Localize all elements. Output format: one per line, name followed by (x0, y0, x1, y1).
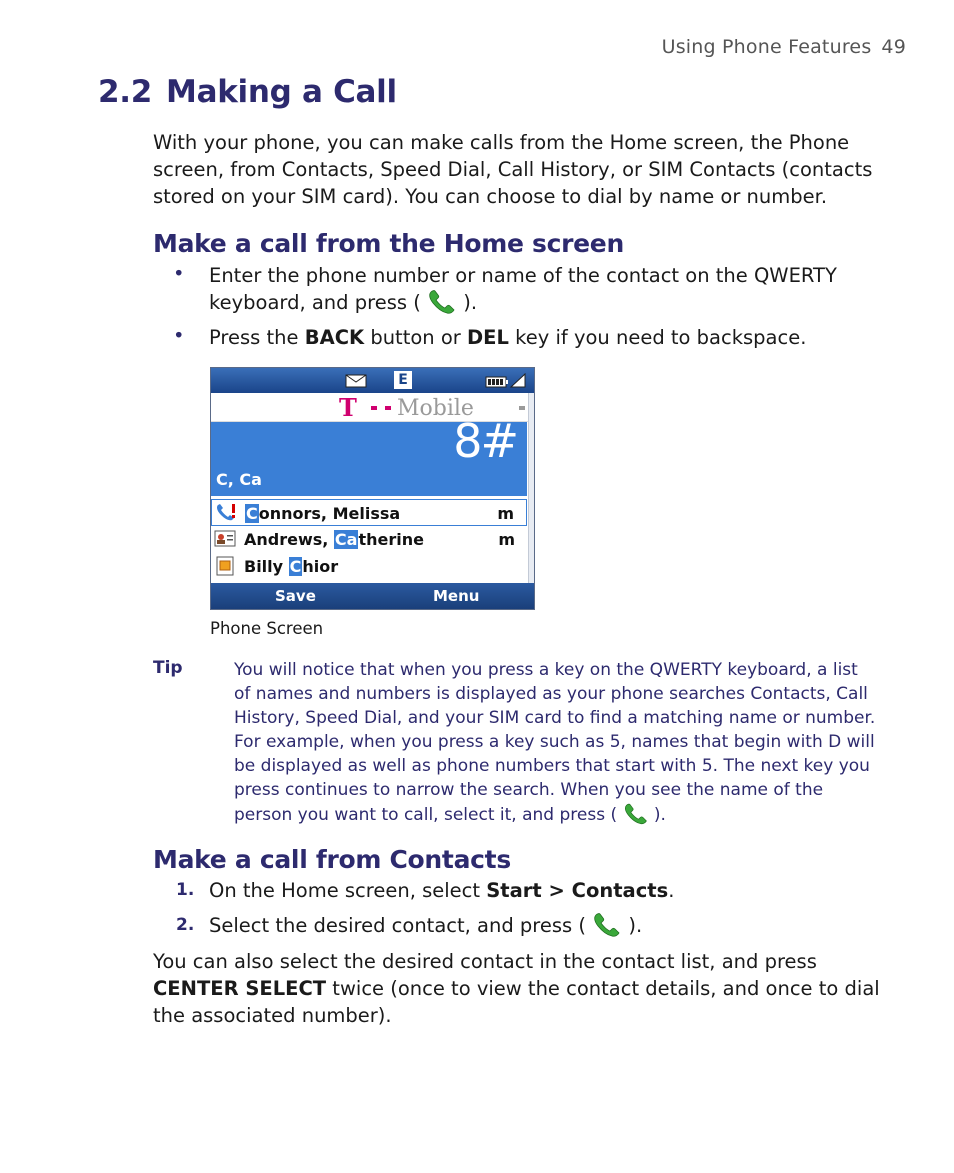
name-rest: therine (358, 530, 424, 549)
bullet-text: key if you need to backspace. (508, 326, 807, 349)
sim-contact-icon (214, 556, 236, 576)
page-number: 49 (881, 36, 906, 58)
page-header (662, 36, 906, 58)
edge-indicator: E (394, 371, 412, 389)
name-rest: onnors, Melissa (258, 504, 401, 523)
step-text: On the Home screen, select (209, 879, 487, 902)
number-type: m (498, 530, 515, 549)
message-icon (345, 374, 367, 388)
section-number: 2.2 (98, 74, 153, 110)
contact-name (244, 557, 338, 576)
bullet-text: Press the (209, 326, 305, 349)
tip-text (234, 658, 879, 827)
call-button-icon (427, 289, 457, 315)
outro-text: You can also select the desired contact in the contact list, and press (153, 950, 817, 973)
contacts-step-1 (209, 877, 849, 904)
home-screen-heading: Make a call from the Home screen (153, 229, 624, 258)
battery-signal-icon (485, 373, 529, 389)
softkey-save[interactable]: Save (275, 587, 316, 605)
tip-label: Tip (153, 658, 183, 678)
home-bullet-1 (209, 262, 849, 316)
contact-row[interactable] (211, 499, 527, 526)
figure-caption: Phone Screen (210, 619, 324, 638)
match-highlight: Ca (334, 530, 358, 549)
bullet-text-end: ). (463, 291, 478, 314)
dialed-digits: 8# (453, 414, 517, 468)
contact-name (244, 530, 424, 549)
step-number: 2. (176, 915, 195, 935)
bullet-text: button or (364, 326, 467, 349)
match-highlight: C (246, 504, 258, 523)
outro-text-end: twice (once to view the contact details, and once to dial the associated number). (153, 977, 880, 1027)
contact-row[interactable] (211, 526, 527, 553)
number-type: m (497, 504, 514, 523)
center-select-label: CENTER SELECT (153, 977, 327, 1000)
contact-name (245, 504, 400, 523)
tip-body-end: ). (653, 805, 666, 825)
name-prefix: Andrews, (244, 530, 334, 549)
dial-area (211, 414, 527, 496)
tip-body: You will notice that when you press a key on the QWERTY keyboard, a list of names and numbers is displayed as your phone searches Contacts, Call History, Speed Dial, and your SIM card to find a matching name or number. For example, when you press a key such as 5, names that begin with D will be displayed as well as phone numbers that start with 5. The next key you press continues to narrow the search. When you see the name of the person you want to call, select it, and press ( (234, 660, 876, 825)
back-key-label: BACK (304, 326, 365, 349)
home-bullet-2 (209, 324, 849, 351)
page-title (98, 74, 397, 110)
contact-card-icon (214, 529, 236, 549)
intro-paragraph: With your phone, you can make calls from the Home screen, the Phone screen, from Contacts, Speed Dial, Call History, or SIM Contacts (contacts stored on your SIM card). You can choose to dial by name or number. (153, 131, 873, 208)
section-name: Using Phone Features (661, 36, 872, 58)
step-text: . (668, 879, 675, 902)
softkey-bar (211, 583, 534, 609)
step-text: Select the desired contact, and press ( (209, 914, 587, 937)
call-button-icon (592, 912, 622, 938)
step-number: 1. (176, 880, 195, 900)
bullet-marker: • (173, 262, 185, 285)
search-query: C, Ca (216, 470, 262, 489)
name-prefix: Billy (244, 557, 289, 576)
bullet-marker: • (173, 324, 185, 347)
svg-text:T: T (339, 393, 357, 421)
contact-row[interactable] (211, 553, 527, 580)
step-text-end: ). (628, 914, 643, 937)
scrollbar[interactable] (528, 393, 534, 583)
phone-screenshot (210, 367, 535, 610)
softkey-menu[interactable]: Menu (433, 587, 480, 605)
match-highlight: C (289, 557, 302, 576)
call-history-icon (215, 503, 237, 523)
call-button-icon (623, 802, 649, 826)
status-bar (211, 368, 534, 393)
title-text: Making a Call (166, 74, 397, 110)
contacts-step-2 (209, 912, 849, 939)
del-key-label: DEL (467, 326, 509, 349)
bullet-text: Enter the phone number or name of the contact on the QWERTY keyboard, and press ( (209, 264, 837, 314)
contacts-heading: Make a call from Contacts (153, 845, 511, 874)
name-rest: hior (302, 557, 339, 576)
outro-paragraph (153, 948, 883, 1029)
start-contacts-label: Start > Contacts (486, 879, 669, 902)
svg-text:Mobile: Mobile (397, 396, 474, 421)
